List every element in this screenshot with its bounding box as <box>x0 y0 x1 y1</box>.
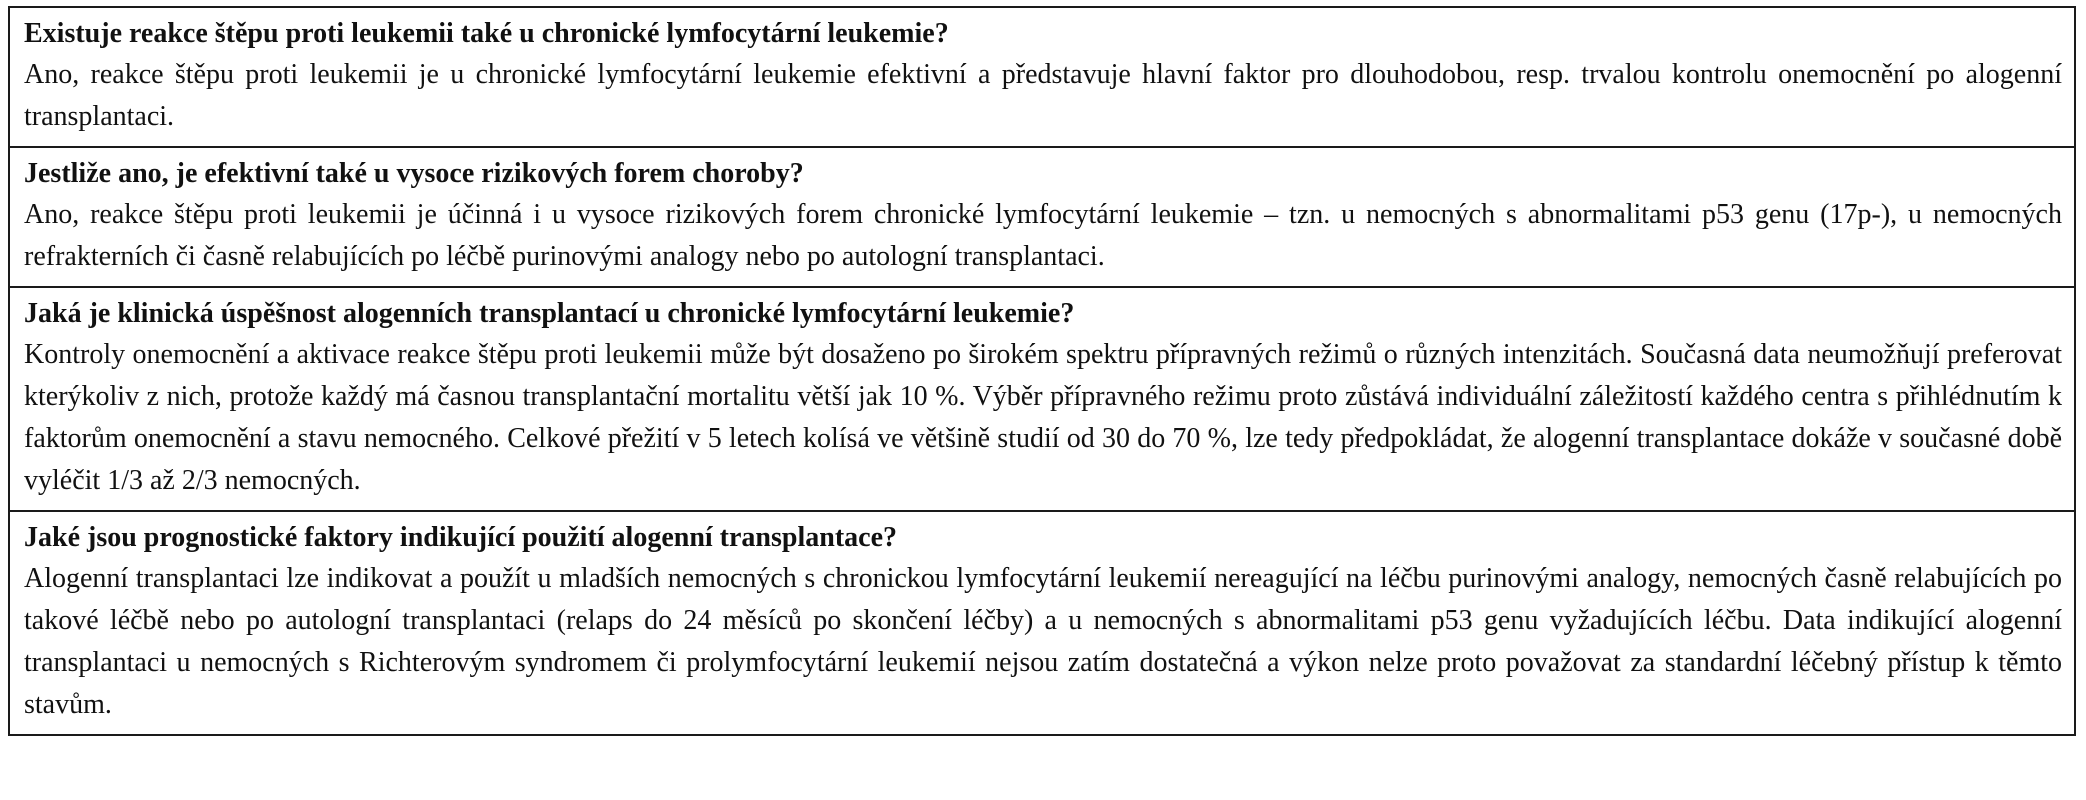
qa-cell-1 <box>9 7 2075 147</box>
qa-cell-2 <box>9 147 2075 287</box>
qa-table <box>8 6 2076 736</box>
answer-4: Alogenní transplantaci lze indikovat a použít u mladších nemocných s chronickou lymfocytární leukemií nereagující na léčbu purinovými analogy, nemocných časně relabujících po takové léčbě nebo po autologní transplantaci (relaps do 24 měsíců po skončení léčby) a u nemocných s abnormalitami p53 genu vyžadujících léčbu. Data indikující alogenní transplantaci u nemocných s Richterovým syndromem či prolymfocytární leukemií nejsou zatím dostatečná a výkon nelze proto považovat za standardní léčebný přístup k těmto stavům. <box>24 563 2062 720</box>
question-3: Jaká je klinická úspěšnost alogenních transplantací u chronické lymfocytární leukemie? <box>24 298 1075 329</box>
qa-row-4 <box>9 511 2075 735</box>
qa-cell-3 <box>9 287 2075 511</box>
answer-1: Ano, reakce štěpu proti leukemii je u chronické lymfocytární leukemie efektivní a představuje hlavní faktor pro dlouhodobou, resp. trvalou kontrolu onemocnění po alogenní transplantaci. <box>24 59 2062 132</box>
qa-cell-4 <box>9 511 2075 735</box>
qa-row-1 <box>9 7 2075 147</box>
question-4: Jaké jsou prognostické faktory indikující použití alogenní transplantace? <box>24 522 898 553</box>
question-2: Jestliže ano, je efektivní také u vysoce rizikových forem choroby? <box>24 158 804 189</box>
qa-row-3 <box>9 287 2075 511</box>
answer-3: Kontroly onemocnění a aktivace reakce štěpu proti leukemii může být dosaženo po širokém spektru přípravných režimů o různých intenzitách. Současná data neumožňují preferovat kterýkoliv z nich, protože každý má časnou transplantační mortalitu větší jak 10 %. Výběr přípravného režimu proto zůstává individuální záležitostí každého centra s přihlédnutím k faktorům onemocnění a stavu nemocného. Celkové přežití v 5 letech kolísá ve většině studií od 30 do 70 %, lze tedy předpokládat, že alogenní transplantace dokáže v současné době vyléčit 1/3 až 2/3 nemocných. <box>24 339 2062 496</box>
question-1: Existuje reakce štěpu proti leukemii také u chronické lymfocytární leukemie? <box>24 18 949 49</box>
answer-2: Ano, reakce štěpu proti leukemii je účinná i u vysoce rizikových forem chronické lymfocytární leukemie – tzn. u nemocných s abnormalitami p53 genu (17p-), u nemocných refrakterních či časně relabujících po léčbě purinovými analogy nebo po autologní transplantaci. <box>24 199 2062 272</box>
qa-row-2 <box>9 147 2075 287</box>
